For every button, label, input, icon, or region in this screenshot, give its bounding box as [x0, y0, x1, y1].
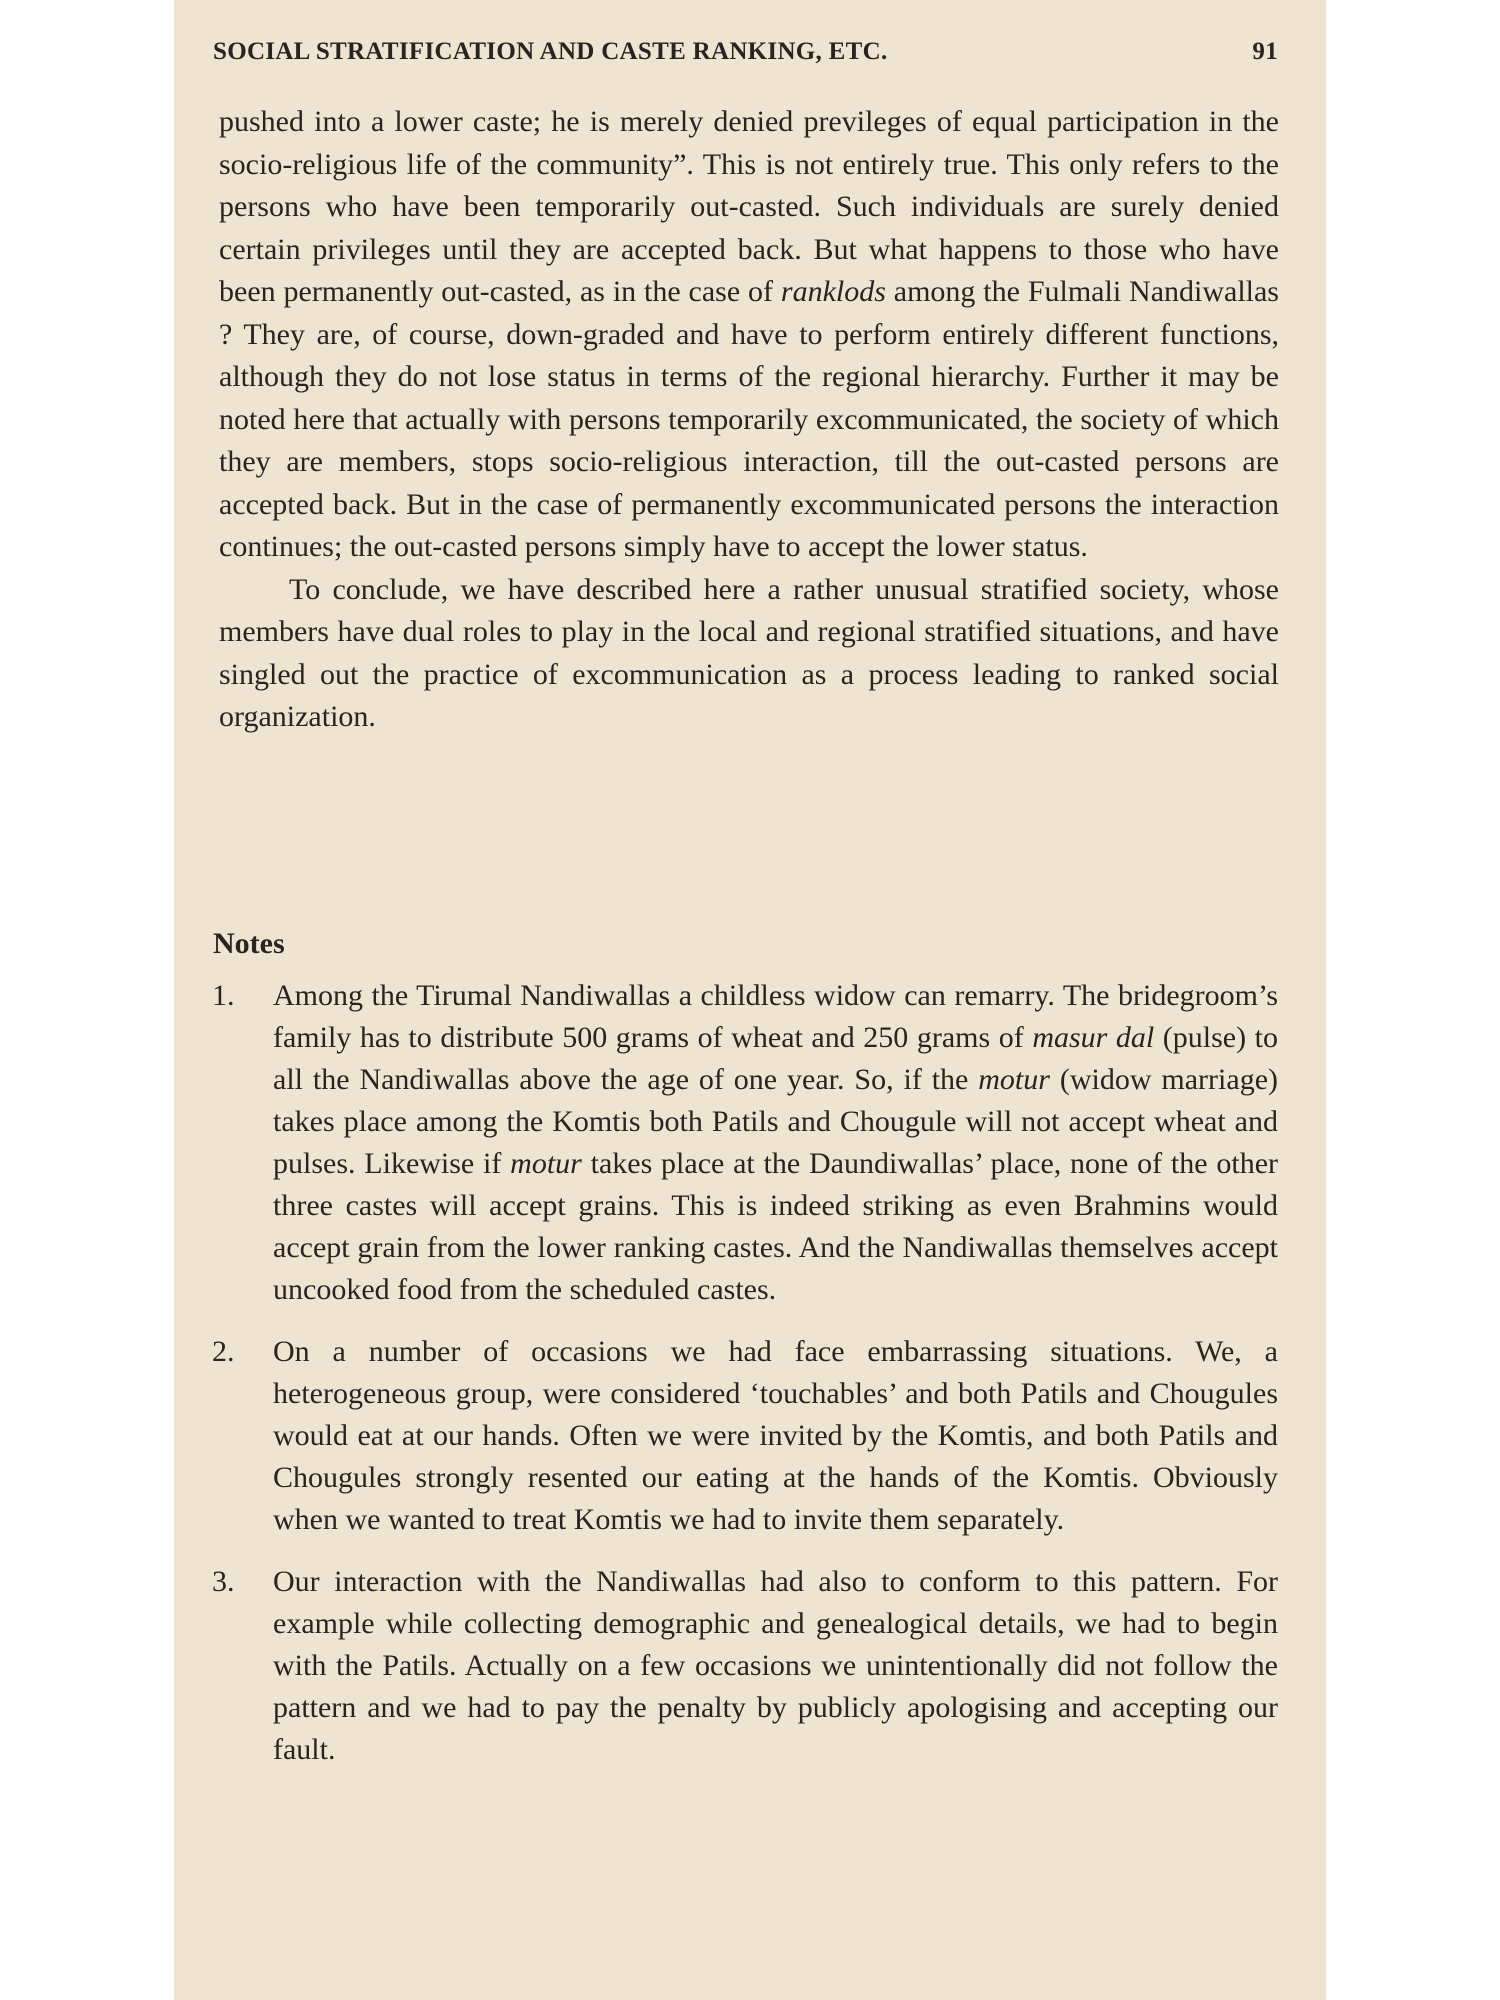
page-header [213, 38, 1278, 78]
note-number: 3. [212, 1565, 235, 1598]
italic-term: motur [510, 1147, 582, 1180]
book-page [174, 0, 1326, 2000]
page-number: 91 [1252, 38, 1278, 65]
italic-term: masur dal [1032, 1021, 1155, 1054]
note-text [273, 975, 1278, 1311]
note-number: 1. [212, 979, 235, 1012]
italic-term: motur [978, 1063, 1050, 1096]
notes-list [212, 975, 1278, 1791]
body-text [219, 101, 1279, 739]
running-title: SOCIAL STRATIFICATION AND CASTE RANKING, ETC. [213, 38, 888, 65]
note-text: Our interaction with the Nandiwallas had also to conform to this pattern. For example while collecting demographic and genealogical details, we had to begin with the Patils. Actually on a few occasions we unintentionally did not follow the pattern and we had to pay the penalty by publicly apologising and accepting our fault. [273, 1565, 1278, 1766]
note-item [212, 1561, 1278, 1771]
note-number: 2. [212, 1335, 235, 1368]
paragraph-continuation [219, 101, 1279, 569]
notes-heading: Notes [213, 927, 285, 960]
paragraph-text: among the Fulmali Nandiwallas ? They are, of course, down-graded and have to perform entirely different functions, although they do not lose status in terms of the regional hierarchy. Further it may be noted here that actually with persons temporarily excommunicated, the society of which they are members, stops socio-religious interaction, till the out-casted persons are accepted back. But in the case of permanently excommunicated persons the interaction continues; the out-casted persons simply have to accept the lower status. [219, 275, 1279, 563]
note-text-segment: takes place at the Daundiwallas’ place, none of the other three castes will accept grains. This is indeed striking as even Brahmins would accept grain from the lower ranking castes. And the Nandiwallas themselves accept uncooked food from the scheduled castes. [273, 1147, 1279, 1306]
note-text: On a number of occasions we had face embarrassing situations. We, a heterogeneous group, were considered ‘touchables’ and both Patils and Chougules would eat at our hands. Often we were invited by the Komtis, and both Patils and Chougules strongly resented our eating at the hands of the Komtis. Obviously when we wanted to treat Komtis we had to invite them separately. [273, 1335, 1278, 1536]
note-text-segment: Among the Tirumal Nandiwallas a childless widow can remarry. The bridegroom’s family has to distribute 500 grams of wheat and 250 grams of [273, 979, 1278, 1054]
paragraph-text: pushed into a lower caste; he is merely denied previleges of equal participation in the socio-religious life of the community”. This is not entirely true. This only refers to the persons who have been temporarily out-casted. Such individuals are surely denied certain privileges until they are accepted back. But what happens to those who have been permanently out-casted, as in the case of [219, 105, 1279, 308]
italic-term: ranklods [780, 275, 886, 308]
note-text-segment: (pulse) to all the Nandiwallas above the age of one year. So, if the [273, 1021, 1279, 1096]
paragraph-conclusion: To conclude, we have described here a rather unusual stratified society, whose members have dual roles to play in the local and regional stratified situations, and have singled out the practice of excommunication as a process leading to ranked social organization. [219, 572, 1279, 733]
note-item [212, 1331, 1278, 1541]
note-text-segment: (widow marriage) takes place among the Komtis both Patils and Chougule will not accept wheat and pulses. Likewise if [273, 1063, 1278, 1180]
note-item [212, 975, 1278, 1311]
